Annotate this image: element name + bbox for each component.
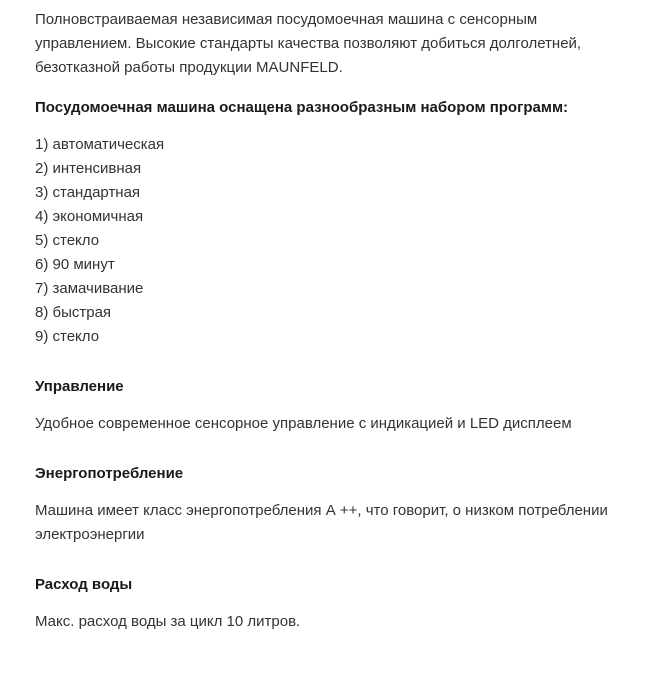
control-heading: Управление <box>35 378 124 395</box>
energy-section <box>35 462 615 547</box>
intro-paragraph: Полновстраиваемая независимая посудомоечная машина с сенсорным управлением. Высокие стандарты качества позволяют добиться долголетней, безотказной работы продукции MAUNFELD. <box>35 11 582 76</box>
energy-heading: Энергопотребление <box>35 465 184 482</box>
program-item: 1) автоматическая <box>35 136 165 153</box>
program-item: 4) экономичная <box>35 208 144 225</box>
water-heading: Расход воды <box>35 576 133 593</box>
programs-list <box>35 133 615 349</box>
energy-text: Машина имеет класс энергопотребления А ++, что говорит, о низком потреблении электроэнергии <box>35 502 608 543</box>
water-section <box>35 573 615 634</box>
water-text: Макс. расход воды за цикл 10 литров. <box>35 613 301 630</box>
program-item: 8) быстрая <box>35 304 112 321</box>
program-item: 6) 90 минут <box>35 256 115 273</box>
program-item: 5) стекло <box>35 232 100 249</box>
control-section <box>35 375 615 436</box>
program-item: 7) замачивание <box>35 280 144 297</box>
program-item: 9) стекло <box>35 328 100 345</box>
control-text: Удобное современное сенсорное управление с индикацией и LED дисплеем <box>35 415 572 432</box>
program-item: 2) интенсивная <box>35 160 142 177</box>
programs-heading: Посудомоечная машина оснащена разнообразным набором программ: <box>35 99 569 116</box>
program-item: 3) стандартная <box>35 184 141 201</box>
